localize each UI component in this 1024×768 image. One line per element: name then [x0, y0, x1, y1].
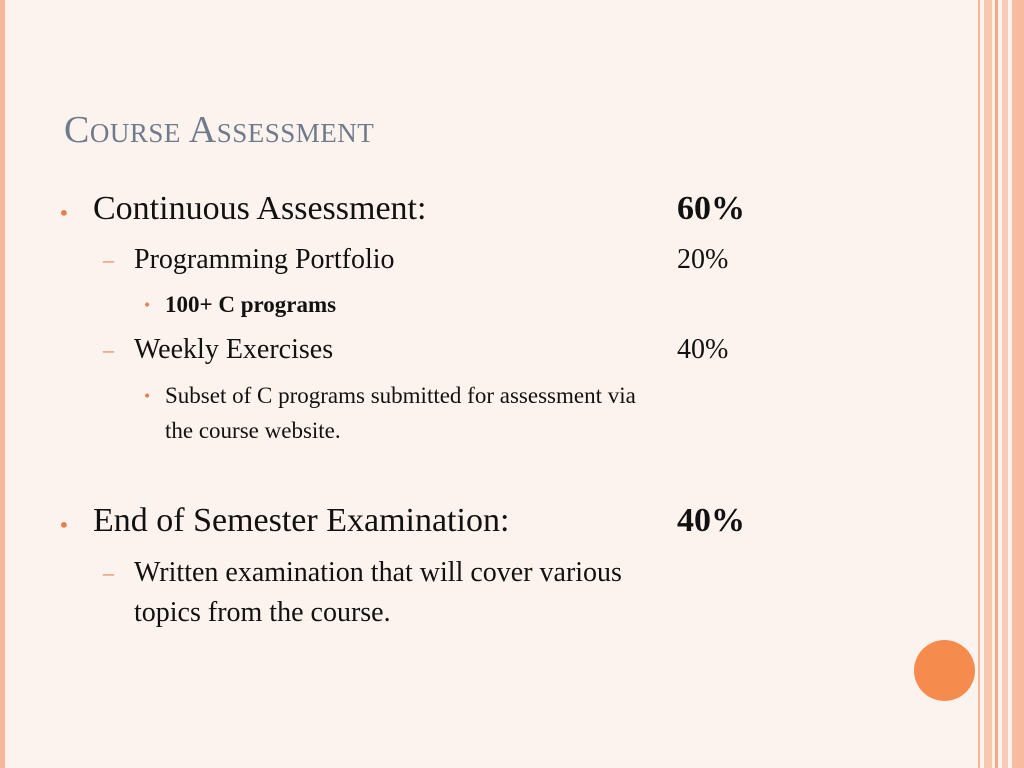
sub-item-weekly-exercises: Weekly Exercises — [134, 334, 334, 365]
dash-icon: – — [103, 337, 114, 362]
bullet-end-of-semester-exam: End of Semester Examination: — [93, 502, 510, 539]
detail-subset-line-2: the course website. — [165, 418, 341, 443]
decorative-stripe — [995, 0, 998, 768]
written-exam-line-1: Written examination that will cover various — [134, 557, 622, 588]
programming-portfolio-percent: 20% — [677, 244, 729, 275]
weekly-exercises-percent: 40% — [677, 334, 729, 365]
bullet-icon: • — [143, 298, 152, 314]
detail-subset-line-1: Subset of C programs submitted for assessment via — [165, 383, 636, 408]
decorative-stripe — [978, 0, 980, 768]
slide-title: Course Assessment — [64, 109, 375, 151]
bullet-icon: • — [58, 201, 70, 225]
dash-icon: – — [103, 560, 114, 585]
bullet-continuous-assessment: Continuous Assessment: — [93, 190, 427, 227]
decorative-stripe — [1002, 0, 1008, 768]
sub-item-programming-portfolio: Programming Portfolio — [134, 244, 395, 275]
decorative-stripe — [984, 0, 992, 768]
continuous-assessment-percent: 60% — [677, 190, 745, 227]
written-exam-line-2: topics from the course. — [134, 597, 391, 628]
dash-icon: – — [103, 247, 114, 272]
decorative-circle — [914, 640, 975, 701]
detail-100-c-programs: 100+ C programs — [165, 292, 337, 317]
exam-percent: 40% — [677, 502, 745, 539]
decorative-stripe — [1012, 0, 1024, 768]
left-border-line — [0, 0, 5, 768]
bullet-icon: • — [58, 513, 70, 537]
bullet-icon: • — [143, 389, 152, 405]
